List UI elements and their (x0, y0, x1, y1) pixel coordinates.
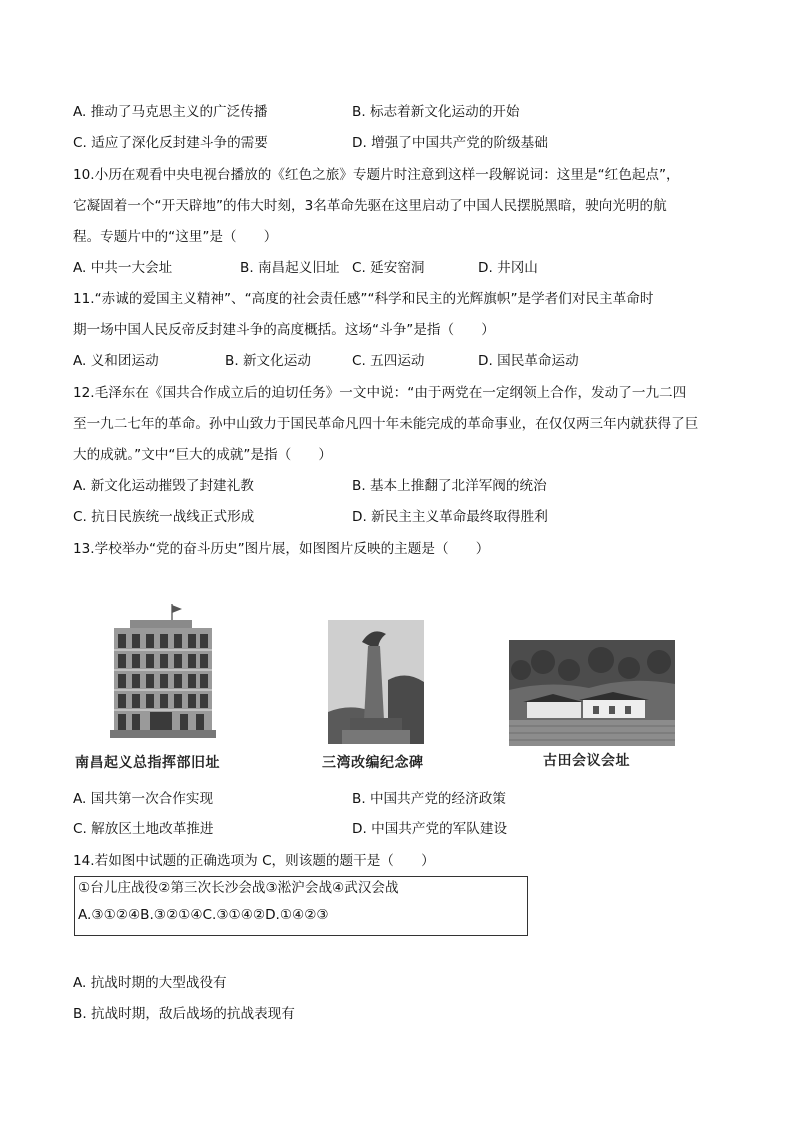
q14-option-a: A. 抗战时期的大型战役有 (73, 975, 227, 991)
q10-stem-line-3: 程。专题片中的“这里”是（ ） (73, 229, 278, 245)
q9-option-b: B. 标志着新文化运动的开始 (352, 104, 520, 120)
q9-options-row-2 (73, 133, 548, 153)
sanwan-monument-photo (328, 620, 424, 744)
q11-stem-line-2: 期一场中国人民反帝反封建斗争的高度概括。这场“斗争”是指（ ） (73, 322, 495, 338)
caption-nanchang: 南昌起义总指挥部旧址 (75, 755, 220, 771)
q11-option-a: A. 义和团运动 (73, 353, 159, 369)
q11-option-c: C. 五四运动 (352, 353, 425, 369)
q13-option-a: A. 国共第一次合作实现 (73, 791, 214, 807)
q11-options (73, 351, 579, 371)
nanchang-headquarters-photo (110, 602, 216, 738)
q14-option-b: B. 抗战时期，敌后战场的抗战表现有 (73, 1006, 295, 1022)
q10-options (73, 258, 538, 278)
q9-option-c: C. 适应了深化反封建斗争的需要 (73, 135, 268, 151)
q12-option-b: B. 基本上推翻了北洋军阀的统治 (352, 478, 547, 494)
q9-options-row-1 (73, 102, 520, 122)
q13-options-row-1 (73, 789, 506, 809)
q9-option-a: A. 推动了马克思主义的广泛传播 (73, 104, 268, 120)
q10-option-d: D. 井冈山 (478, 260, 538, 276)
q11-option-b: B. 新文化运动 (225, 353, 311, 369)
caption-sanwan: 三湾改编纪念碑 (322, 755, 424, 771)
q12-stem-line-1: 12.毛泽东在《国共合作成立后的迫切任务》一文中说：“由于两党在一定纲领上合作，发动了一九二四 (73, 385, 687, 401)
q12-option-d: D. 新民主主义革命最终取得胜利 (352, 509, 548, 525)
q13-option-c: C. 解放区土地改革推进 (73, 821, 214, 837)
q14-box-line-1: ①台儿庄战役②第三次长沙会战③淞沪会战④武汉会战 (78, 880, 399, 896)
q14-stem-line-1: 14.若如图中试题的正确选项为 C，则该题的题干是（ ） (73, 853, 435, 869)
q12-stem-line-2: 至一九二七年的革命。孙中山致力于国民革命凡四十年未能完成的革命事业，在仅仅两三年内就获得了巨 (73, 416, 699, 432)
q13-stem-line-1: 13.学校举办“党的奋斗历史”图片展，如图图片反映的主题是（ ） (73, 541, 490, 557)
q13-option-d: D. 中国共产党的军队建设 (352, 821, 508, 837)
q9-option-d: D. 增强了中国共产党的阶级基础 (352, 135, 548, 151)
q13-option-b: B. 中国共产党的经济政策 (352, 791, 506, 807)
q10-option-c: C. 延安窑洞 (352, 260, 425, 276)
q14-box-line-2: A.③①②④B.③②①④C.③①④②D.①④②③ (78, 907, 329, 923)
q10-option-b: B. 南昌起义旧址 (240, 260, 340, 276)
q12-option-a: A. 新文化运动摧毁了封建礼教 (73, 478, 254, 494)
q12-options-row-2 (73, 507, 548, 527)
q14-question-box (74, 876, 528, 936)
q10-stem-line-1: 10.小历在观看中央电视台播放的《红色之旅》专题片时注意到这样一段解说词：这里是“红色起点”， (73, 167, 680, 183)
q11-stem-line-1: 11.“赤诚的爱国主义精神”、“高度的社会责任感”“科学和民主的光辉旗帜”是学者们对民主革命时 (73, 291, 654, 307)
q13-options-row-2 (73, 819, 508, 839)
q11-option-d: D. 国民革命运动 (478, 353, 579, 369)
q12-stem-line-3: 大的成就。”文中“巨大的成就”是指（ ） (73, 447, 333, 463)
q10-option-a: A. 中共一大会址 (73, 260, 173, 276)
q12-option-c: C. 抗日民族统一战线正式形成 (73, 509, 255, 525)
q12-options-row-1 (73, 476, 547, 496)
q10-stem-line-2: 它凝固着一个“开天辟地”的伟大时刻，3名革命先驱在这里启动了中国人民摆脱黑暗，驶向光明的航 (73, 198, 667, 214)
gutian-meeting-photo (509, 640, 675, 746)
caption-gutian: 古田会议会址 (543, 753, 630, 769)
